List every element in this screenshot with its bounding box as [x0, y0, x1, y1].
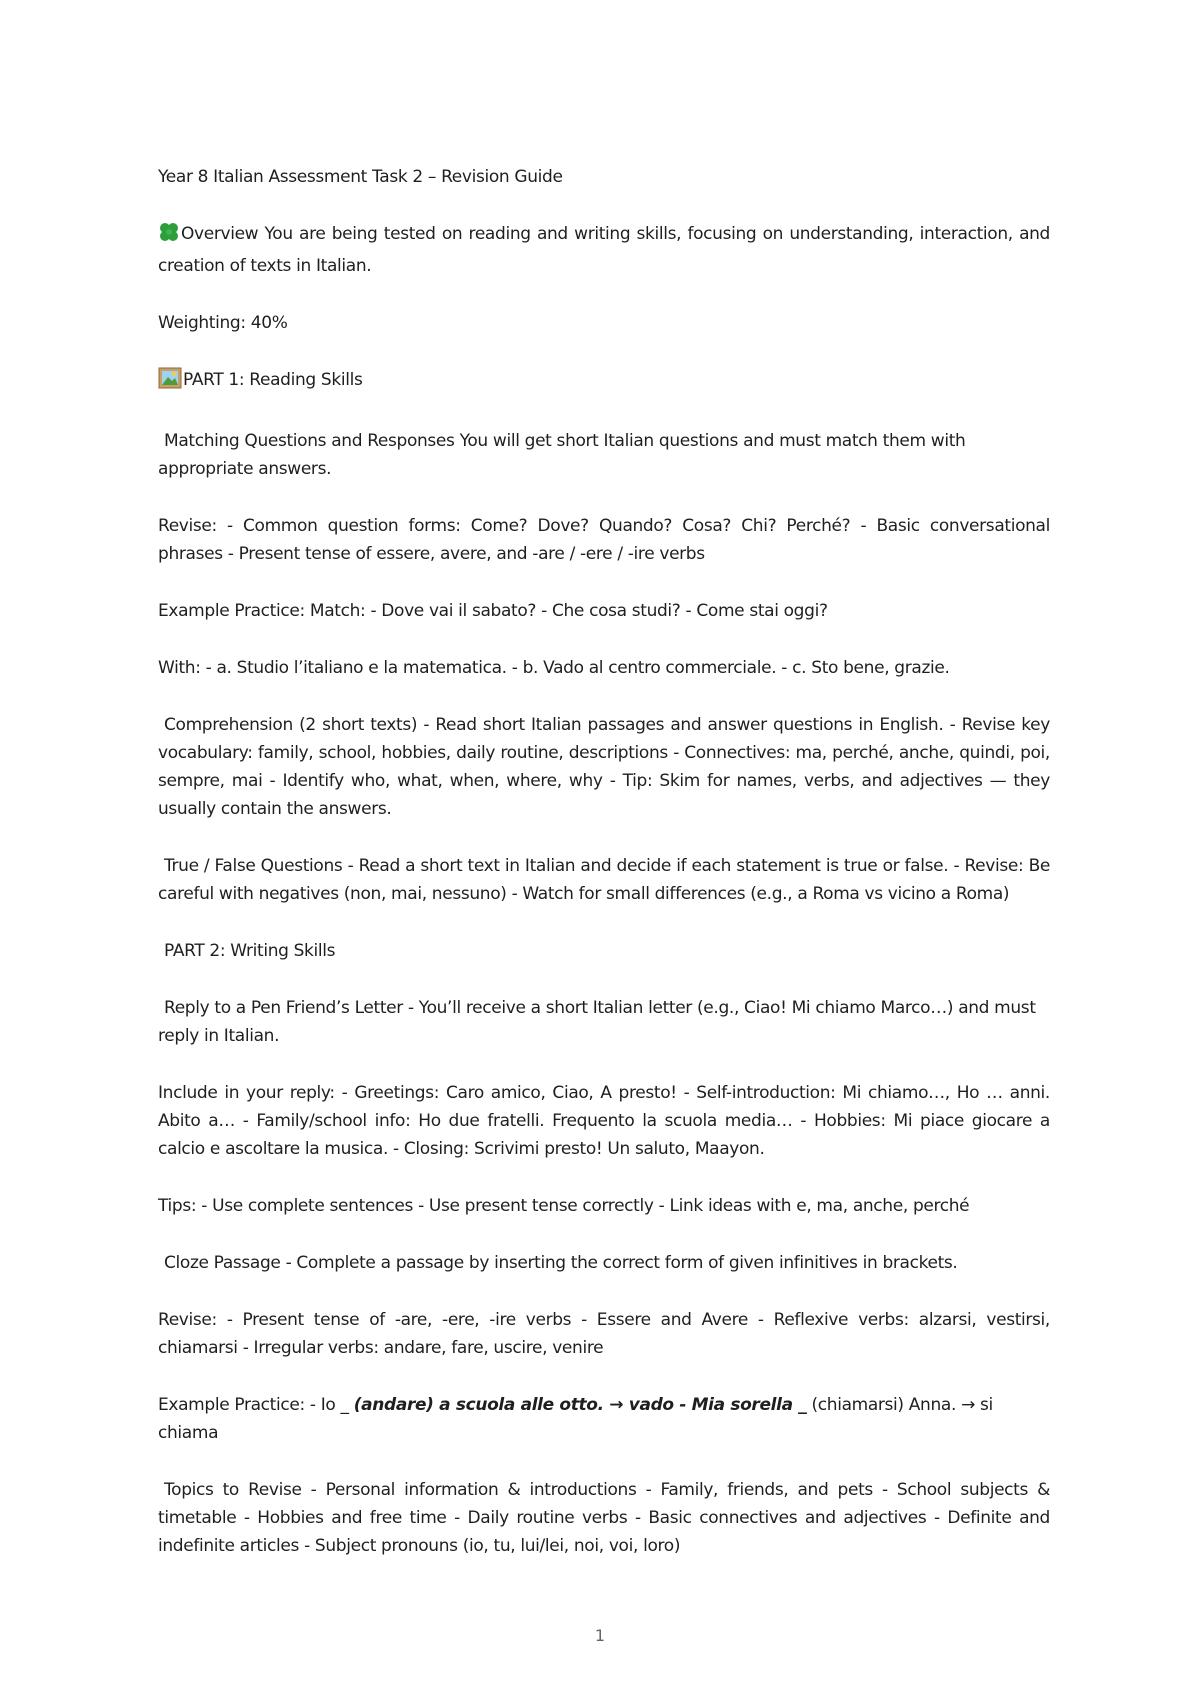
document-body — [158, 163, 1050, 1589]
framed-picture-icon — [158, 367, 182, 398]
four-leaf-clover-icon — [158, 221, 180, 252]
comprehension-paragraph: Comprehension (2 short texts) - Read short Italian passages and answer questions in English. - Revise key vocabulary: family, school, hobbies, daily routine, descriptions - Connectives: ma, perché, anche, quindi, poi, sempre, mai - Identify who, what, when, where, why - Tip: Skim for names, verbs, and adjectives — they usually contain the answers. — [158, 715, 1050, 819]
true-false-paragraph: True / False Questions - Read a short text in Italian and decide if each statement is true or false. - Revise: Be careful with negatives (non, mai, nessuno) - Watch for small differences (e.g., a Roma vs vicino a Roma) — [158, 856, 1050, 904]
part1-heading: PART 1: Reading Skills — [158, 366, 1050, 398]
example-match-paragraph: Example Practice: Match: - Dove vai il sabato? - Che cosa studi? - Come stai oggi? — [158, 601, 828, 621]
with-answers-paragraph: With: - a. Studio l’italiano e la matematica. - b. Vado al centro commerciale. - c. Sto bene, grazie. — [158, 658, 950, 678]
cloze-paragraph: Cloze Passage - Complete a passage by inserting the correct form of given infinitives in brackets. — [164, 1253, 958, 1273]
include-reply-paragraph: Include in your reply: - Greetings: Caro amico, Ciao, A presto! - Self-introduction: Mi chiamo…, Ho … anni. Abito a… - Family/school info: Ho due fratelli. Frequento la scuola media… - Hobbies: Mi piace giocare a calcio e ascoltare la musica. - Closing: Scrivimi presto! Un saluto, Maayon. — [158, 1083, 1050, 1159]
example-cloze-paragraph: Example Practice: - Io _ (andare) a scuola alle otto. → vado - Mia sorella _ (chiamarsi) Anna. → si chiama — [158, 1395, 993, 1443]
page-number: 1 — [594, 1626, 606, 1645]
part2-heading: PART 2: Writing Skills — [164, 941, 336, 961]
tips-paragraph: Tips: - Use complete sentences - Use present tense correctly - Link ideas with e, ma, anche, perché — [158, 1196, 970, 1216]
weighting-paragraph: Weighting: 40% — [158, 313, 288, 333]
matching-paragraph: Matching Questions and Responses You will get short Italian questions and must match them with appropriate answers. — [158, 431, 966, 479]
revise-verbs-paragraph: Revise: - Present tense of -are, -ere, -ire verbs - Essere and Avere - Reflexive verbs: alzarsi, vestirsi, chiamarsi - Irregular verbs: andare, fare, uscire, venire — [158, 1310, 1050, 1358]
document-title: Year 8 Italian Assessment Task 2 – Revision Guide — [158, 167, 563, 187]
overview-paragraph: Overview You are being tested on reading and writing skills, focusing on understanding, interaction, and creation of texts in Italian. — [158, 220, 1050, 280]
revise-questions-paragraph: Revise: - Common question forms: Come? Dove? Quando? Cosa? Chi? Perché? - Basic conversational phrases - Present tense of essere, avere, and -are / -ere / -ire verbs — [158, 516, 1050, 564]
topics-paragraph: Topics to Revise - Personal information & introductions - Family, friends, and pets - School subjects & timetable - Hobbies and free time - Daily routine verbs - Basic connectives and adjectives - Definite and indefinite articles - Subject pronouns (io, tu, lui/lei, noi, voi, loro) — [158, 1480, 1050, 1556]
reply-letter-paragraph: Reply to a Pen Friend’s Letter - You’ll receive a short Italian letter (e.g., Ciao! Mi chiamo Marco…) and must reply in Italian. — [158, 998, 1036, 1046]
